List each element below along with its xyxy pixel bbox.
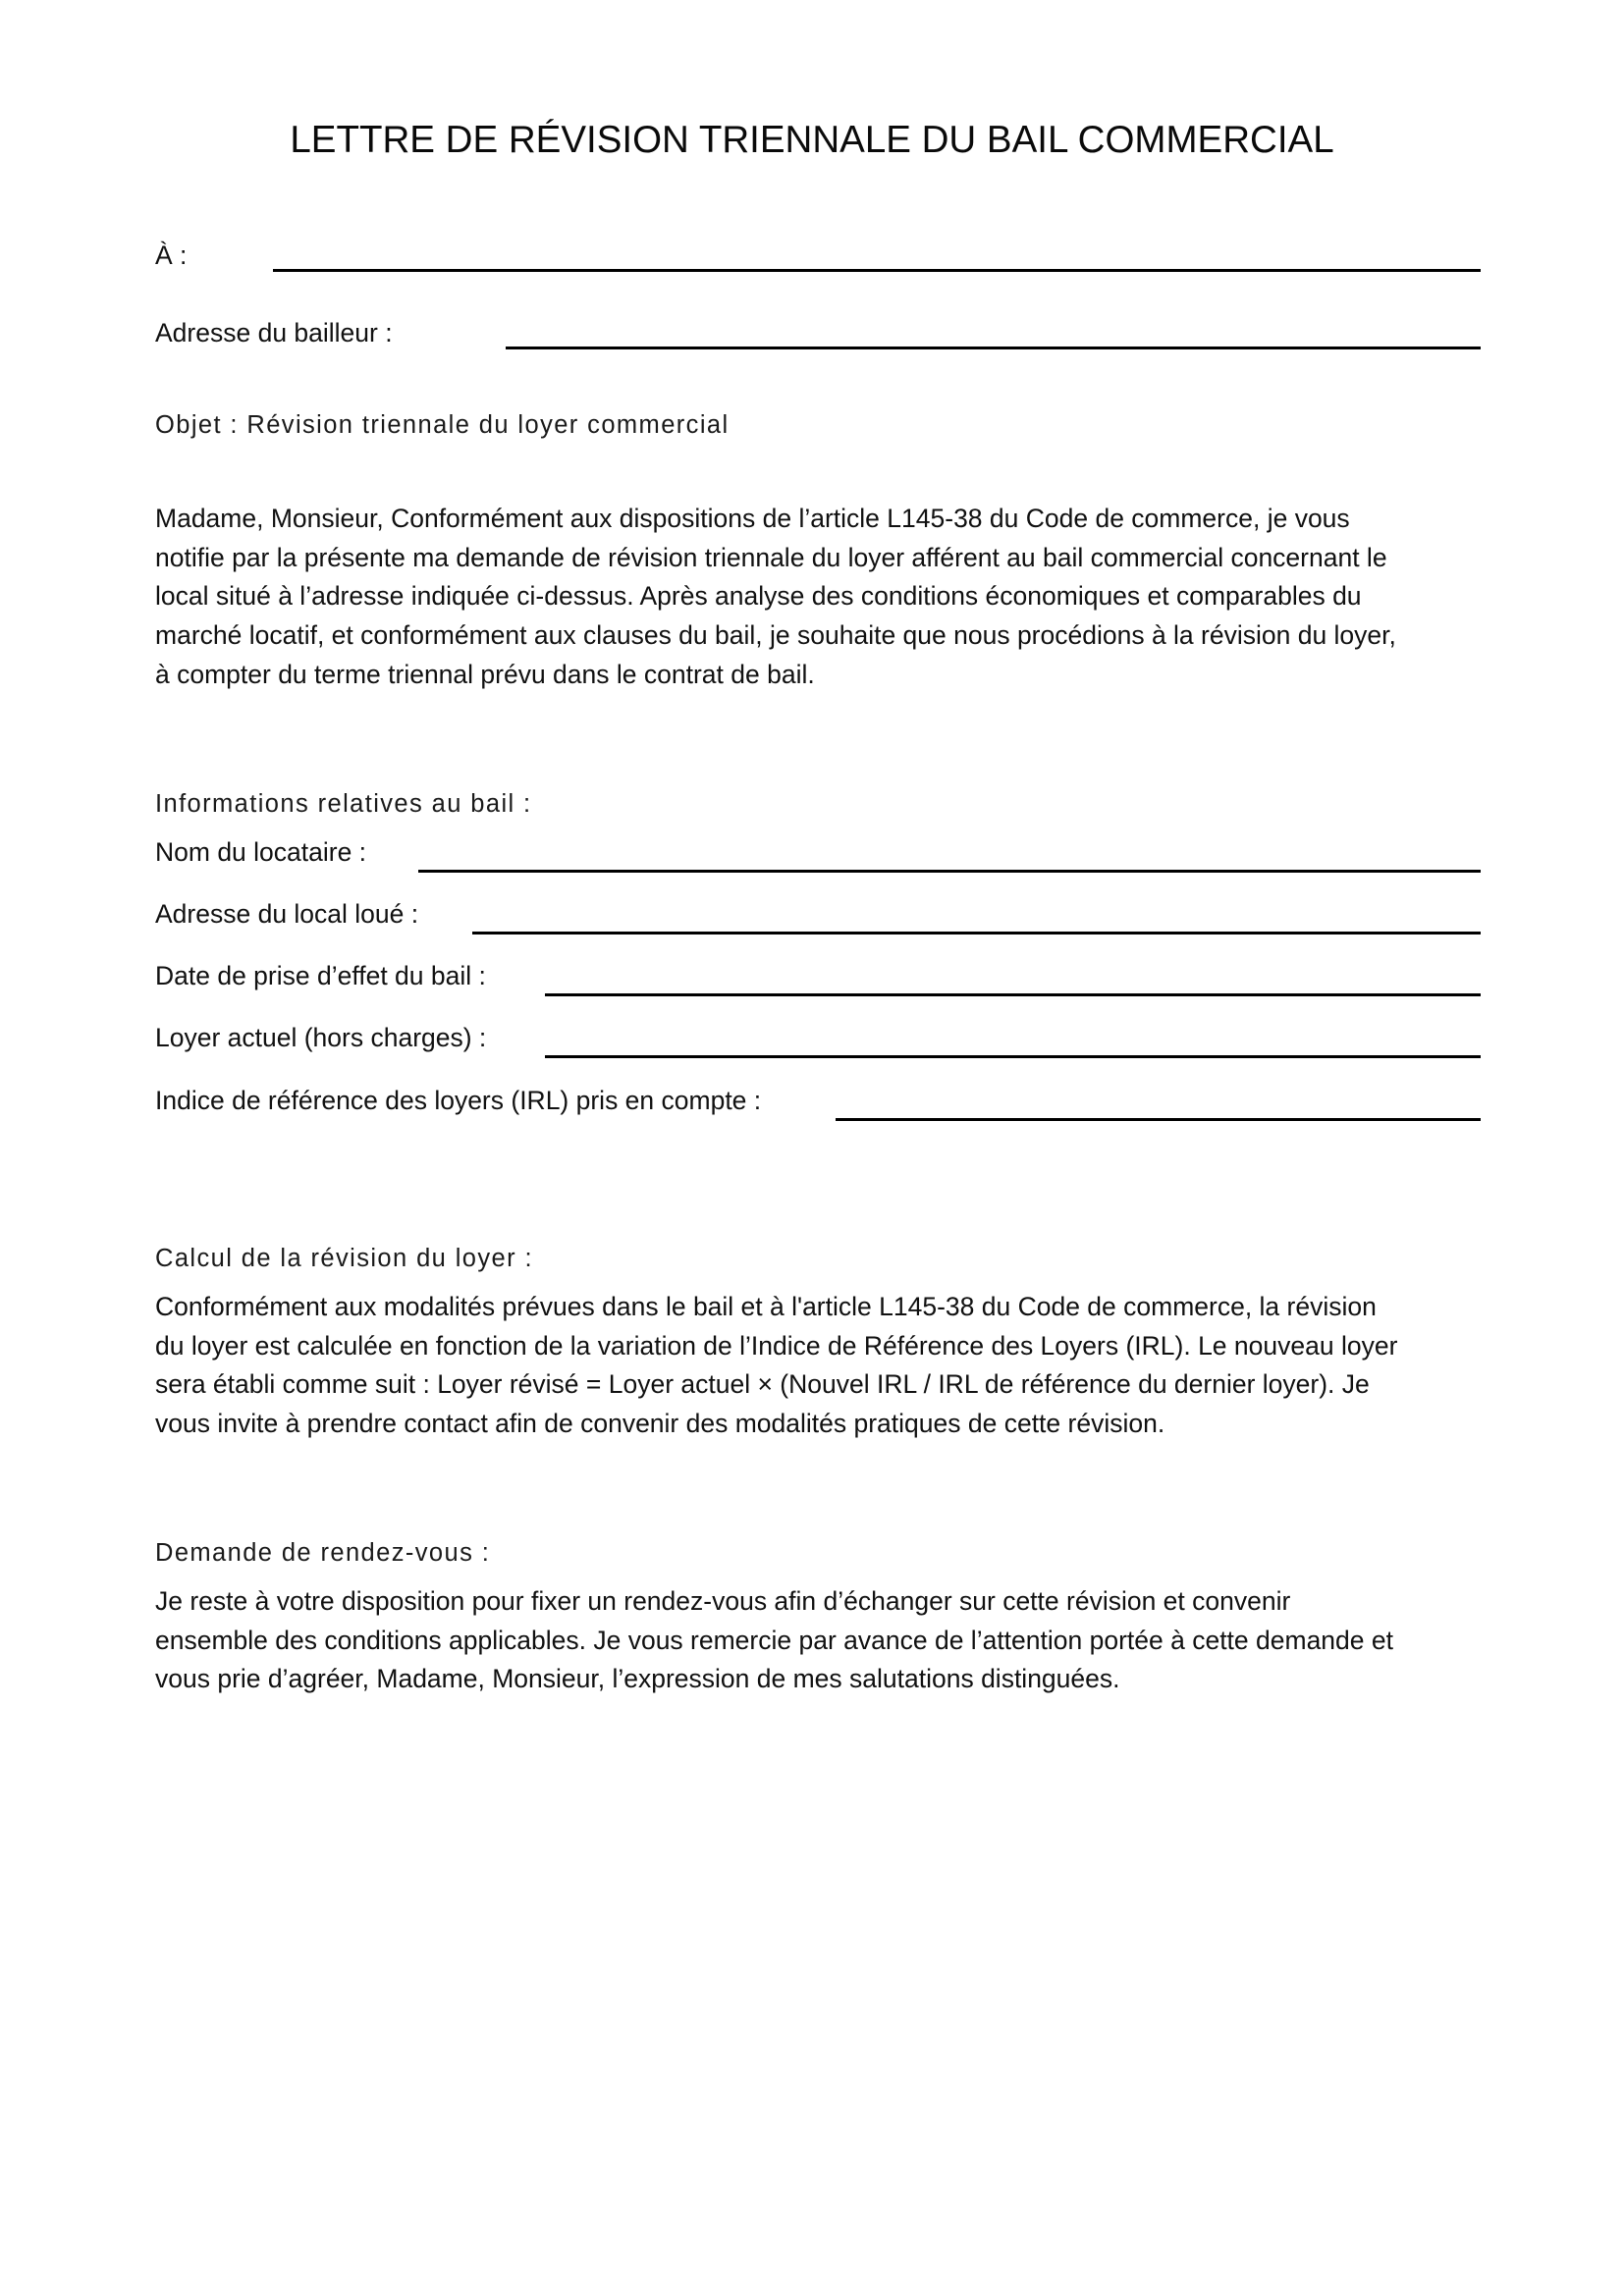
paragraph-line: marché locatif, et conformément aux clauses du bail, je souhaite que nous procédions à la révision du loyer,: [155, 620, 1396, 651]
paragraph-line: Je reste à votre disposition pour fixer un rendez-vous afin d’échanger sur cette révision et convenir: [155, 1586, 1291, 1616]
appointment-heading: Demande de rendez-vous :: [155, 1539, 491, 1567]
subject-line: Objet : Révision triennale du loyer commercial: [155, 411, 730, 439]
irl-index-field[interactable]: [836, 1118, 1481, 1121]
recipient-field[interactable]: [273, 269, 1481, 272]
paragraph-line: sera établi comme suit : Loyer révisé = Loyer actuel × (Nouvel IRL / IRL de référence du dernier loyer). Je: [155, 1369, 1370, 1400]
paragraph-line: local situé à l’adresse indiquée ci-dessus. Après analyse des conditions économiques et comparables du: [155, 581, 1362, 612]
calculation-paragraph: [155, 1288, 1490, 1444]
current-rent-label: Loyer actuel (hors charges) :: [155, 1023, 487, 1052]
tenant-name-label: Nom du locataire :: [155, 837, 367, 867]
current-rent-field[interactable]: [545, 1055, 1481, 1058]
paragraph-line: Conformément aux modalités prévues dans le bail et à l'article L145-38 du Code de commerce, la révision: [155, 1292, 1377, 1321]
paragraph-line: du loyer est calculée en fonction de la variation de l’Indice de Référence des Loyers (IRL). Le nouveau loyer: [155, 1330, 1398, 1361]
leased-premises-address-label: Adresse du local loué :: [155, 899, 419, 929]
paragraph-line: à compter du terme triennal prévu dans le contrat de bail.: [155, 659, 815, 689]
document-title: LETTRE DE RÉVISION TRIENNALE DU BAIL COMMERCIAL: [290, 119, 1334, 161]
landlord-address-label: Adresse du bailleur :: [155, 318, 393, 347]
paragraph-line: vous prie d’agréer, Madame, Monsieur, l’expression de mes salutations distinguées.: [155, 1664, 1120, 1694]
landlord-address-field[interactable]: [506, 347, 1481, 349]
recipient-label: À :: [155, 240, 188, 270]
paragraph-line: Madame, Monsieur, Conformément aux dispositions de l’article L145-38 du Code de commerce, je vous: [155, 504, 1350, 533]
irl-index-label: Indice de référence des loyers (IRL) pris en compte :: [155, 1086, 762, 1115]
paragraph-line: ensemble des conditions applicables. Je vous remercie par avance de l’attention portée à cette demande et: [155, 1625, 1393, 1655]
lease-start-date-label: Date de prise d’effet du bail :: [155, 961, 486, 990]
lease-info-heading: Informations relatives au bail :: [155, 790, 532, 818]
tenant-name-field[interactable]: [418, 870, 1481, 873]
lease-start-date-field[interactable]: [545, 993, 1481, 996]
calculation-heading: Calcul de la révision du loyer :: [155, 1245, 533, 1272]
paragraph-line: vous invite à prendre contact afin de convenir des modalités pratiques de cette révision.: [155, 1409, 1165, 1439]
appointment-paragraph: [155, 1582, 1490, 1699]
leased-premises-address-field[interactable]: [472, 932, 1481, 934]
paragraph-line: notifie par la présente ma demande de révision triennale du loyer afférent au bail commercial concernant le: [155, 542, 1387, 572]
intro-paragraph: [155, 500, 1490, 695]
